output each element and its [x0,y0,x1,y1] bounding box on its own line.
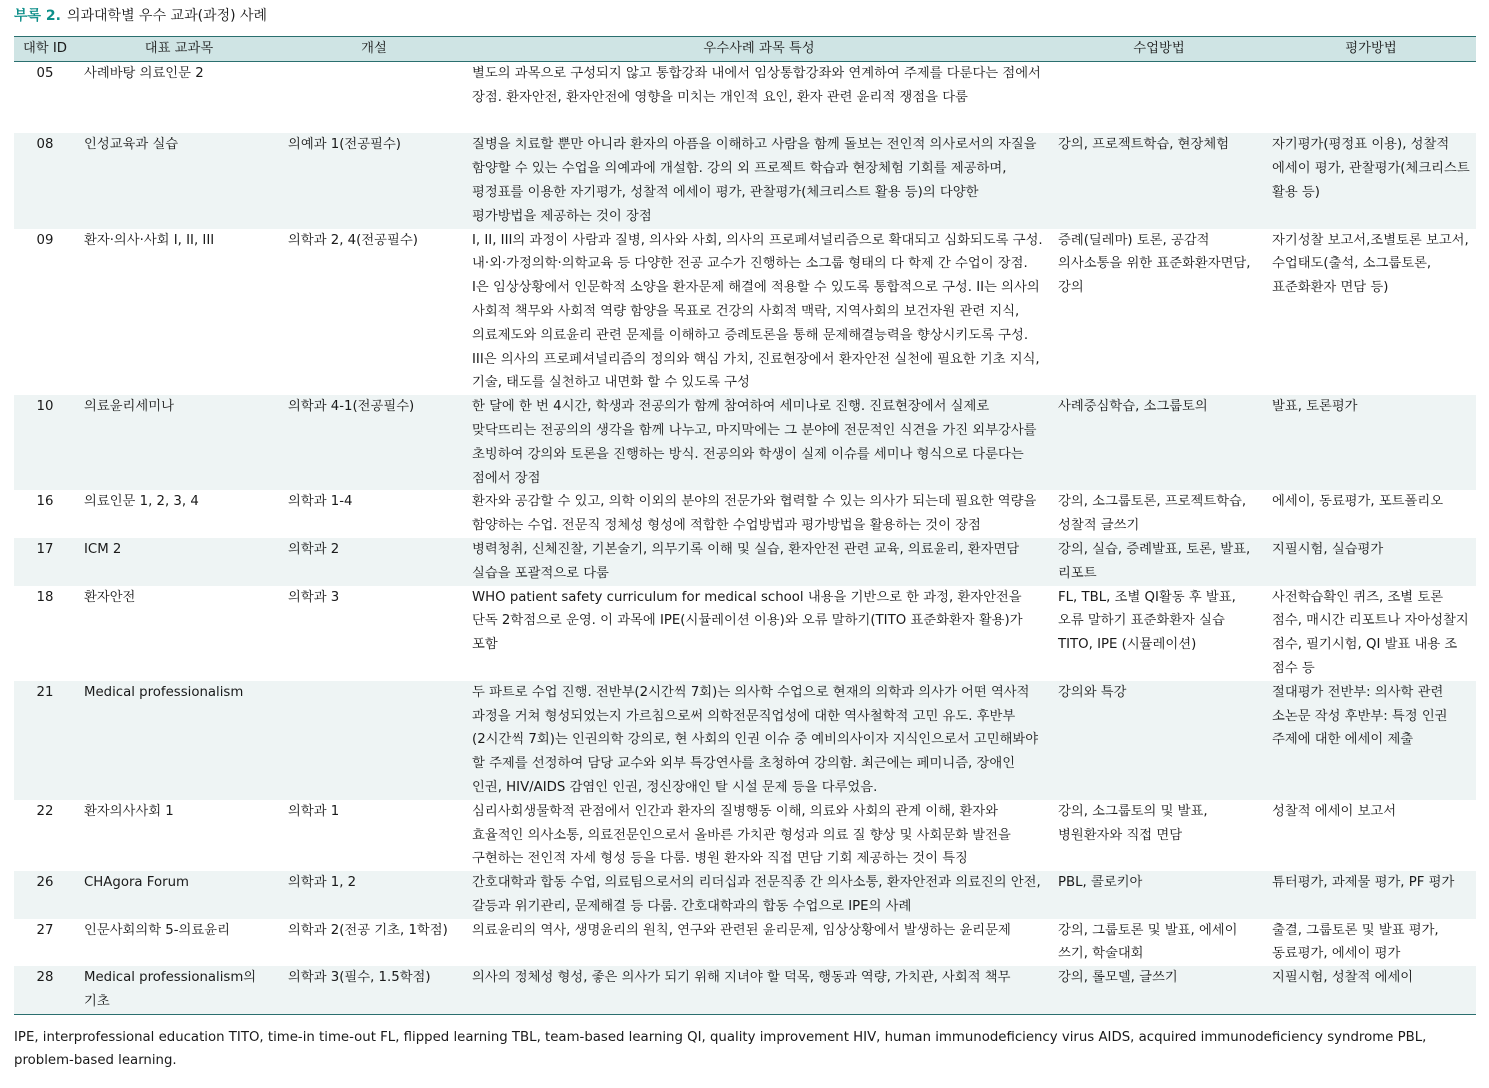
cell-open: 의학과 2 [282,538,466,586]
cell-course: 환자의사사회 1 [84,803,174,819]
table-header-row [14,37,1476,62]
cell-course: 환자안전 [84,589,136,605]
cell-feature: 두 파트로 수업 진행. 전반부(2시간씩 7회)는 의사학 수업으로 현재의 의학과 의사가 어떤 역사적 과정을 거쳐 형성되었는지 가르침으로써 의학전문직업성에 대한 역사철학적 고민 유도. 후반부(2시간씩 7회)는 인권의학 강의로, 현 사회의 인권 이슈 중 예비의사이자 지식인으로서 고민해봐야 할 주제를 선정하여 담당 교수와 외부 특강연사를 초청하여 강의함. 최근에는 페미니즘, 장애인 인권, HIV/AIDS 감염인 인권, 정신장애인 탈 시설 문제 등을 다루었음. [466,681,1052,800]
cell-open: 의예과 1(전공필수) [282,133,466,228]
table-row [14,586,1476,681]
cell-method: 강의, 그룹토론 및 발표, 에세이 쓰기, 학술대회 [1058,922,1238,962]
table-row [14,395,1476,490]
cell-id: 28 [14,966,76,1014]
cell-feature: 병력청취, 신체진찰, 기본술기, 의무기록 이해 및 실습, 환자안전 관련 교육, 의료윤리, 환자면담 실습을 포괄적으로 다룸 [466,538,1052,586]
caption-label: 부록 2. [14,8,61,24]
table-row [14,490,1476,538]
cell-method: 강의, 프로젝트학습, 현장체험 [1052,133,1266,228]
cell-method: 강의, 소그룹토의 및 발표, 병원환자와 직접 면담 [1058,803,1208,843]
header-method: 수업방법 [1052,37,1266,62]
cell-eval: 발표, 토론평가 [1266,395,1476,490]
table-row [14,61,1476,133]
cell-course: 인성교육과 실습 [76,133,282,228]
cell-open: 의학과 1-4 [288,494,353,510]
header-eval: 평가방법 [1266,37,1476,62]
cell-id: 26 [14,871,76,919]
cell-open [282,681,466,800]
cell-feature: I, II, III의 과정이 사람과 질병, 의사와 사회, 의사의 프로페셔널리즘으로 확대되고 심화되도록 구성. 내·외·가정의학·의학교육 등 다양한 전공 교수가 진행하는 소그룹 형태의 다 학제 간 수업이 장점. I은 임상상황에서 인문학적 소양을 환자문제 해결에 적용할 수 있도록 통합적으로 구성. II는 의사의 사회적 책무와 사회적 역량 함양을 목표로 건강의 사회적 맥락, 지역사회의 보건자원 관련 지식, 의료제도와 의료윤리 관련 문제를 이해하고 증례토론을 통해 문제해결능력을 향상시키도록 구성. III은 의사의 프로페셔널리즘의 정의와 핵심 가치, 진료현장에서 환자안전 실천에 필요한 기초 지식, 기술, 태도를 실천하고 내면화 할 수 있도록 구성 [472,232,1043,391]
cell-eval: 자기성찰 보고서,조별토론 보고서, 수업태도(출석, 소그룹토론, 표준화환자 면담 등) [1272,232,1469,296]
cell-eval: 에세이, 동료평가, 포트폴리오 [1272,494,1444,510]
cell-eval: 출결, 그룹토론 및 발표 평가, 동료평가, 에세이 평가 [1272,922,1439,962]
cell-open: 의학과 4-1(전공필수) [282,395,466,490]
cell-course: ICM 2 [76,538,282,586]
cell-id: 17 [14,538,76,586]
cell-course: 사례바탕 의료인문 2 [84,65,204,81]
cell-open: 의학과 2, 4(전공필수) [288,232,418,248]
cell-feature: 심리사회생물학적 관점에서 인간과 환자의 질병행동 이해, 의료와 사회의 관계 이해, 환자와 효율적인 의사소통, 의료전문인으로서 올바른 가치관 형성과 의료 질 향상 및 사회문화 발전을 구현하는 전인적 자세 형성 등을 다룸. 병원 환자와 직접 면담 기회 제공하는 것이 특징 [472,803,1011,867]
cell-id: 10 [14,395,76,490]
cell-id: 27 [36,922,54,938]
cell-method: 강의와 특강 [1052,681,1266,800]
cell-feature-text: 별도의 과목으로 구성되지 않고 통합강좌 내에서 임상통합강좌와 연계하여 주제를 다룬다는 점에서 장점. 환자안전, 환자안전에 영향을 미치는 개인적 요인, 환자 관련 윤리적 쟁점을 다룸 [472,65,1041,105]
cell-course: 의료인문 1, 2, 3, 4 [84,494,199,510]
cell-feature: 환자와 공감할 수 있고, 의학 이외의 분야의 전문가와 협력할 수 있는 의사가 되는데 필요한 역량을 함양하는 수업. 전문직 정체성 형성에 적합한 수업방법과 평가방법을 활용하는 것이 장점 [472,494,1037,534]
footnote: IPE, interprofessional education TITO, time-in time-out FL, flipped learning TBL, team-based learning QI, quality improvement HIV, human immunodeficiency virus AIDS, acquired immunodeficiency syndrome PBL, problem-based learning. [14,1030,1427,1068]
cell-open: 의학과 1 [288,803,340,819]
cell-course: Medical professionalism의 기초 [76,966,282,1014]
cell-eval: 튜터평가, 과제물 평가, PF 평가 [1266,871,1476,919]
cell-open: 의학과 1, 2 [282,871,466,919]
cell-eval: 지필시험, 성찰적 에세이 [1266,966,1476,1014]
cell-method: 강의, 롤모델, 글쓰기 [1052,966,1266,1014]
table-row [14,229,1476,396]
table-row [14,133,1476,228]
cell-course: CHAgora Forum [76,871,282,919]
table-caption [14,6,267,26]
cell-id: 09 [36,232,54,248]
cell-course: 의료윤리세미나 [76,395,282,490]
cell-method [1052,61,1266,133]
table-row [14,681,1476,800]
cell-method: 강의, 실습, 증례발표, 토론, 발표, 리포트 [1052,538,1266,586]
table-row [14,800,1476,871]
cell-course: 인문사회의학 5-의료윤리 [84,922,230,938]
header-college-id: 대학 ID [14,37,76,62]
cell-id: 08 [14,133,76,228]
cell-id: 18 [36,589,54,605]
cell-course: 환자·의사·사회 I, II, III [84,232,215,248]
cell-feature: 의료윤리의 역사, 생명윤리의 원칙, 연구와 관련된 윤리문제, 임상상황에서 발생하는 윤리문제 [472,922,1011,938]
cell-method: 증례(딜레마) 토론, 공감적 의사소통을 위한 표준화환자면담, 강의 [1058,232,1251,296]
cell-feature: 간호대학과 합동 수업, 의료팀으로서의 리더십과 전문직종 간 의사소통, 환자안전과 의료진의 안전, 갈등과 위기관리, 문제해결 등 다룸. 간호대학과의 합동 수업으로 IPE의 사례 [466,871,1052,919]
caption-title: 의과대학별 우수 교과(과정) 사례 [66,8,268,24]
cases-table [14,36,1476,1015]
cell-course: Medical professionalism [76,681,282,800]
cell-method: PBL, 콜로키아 [1052,871,1266,919]
cell-feature: 한 달에 한 번 4시간, 학생과 전공의가 함께 참여하여 세미나로 진행. 진료현장에서 실제로 맞닥뜨리는 전공의의 생각을 함께 나누고, 마지막에는 그 분야에 전문적인 식견을 가진 외부강사를 초빙하여 강의와 토론을 진행하는 방식. 전공의와 학생이 실제 이슈를 세미나 형식으로 다룬다는 점에서 장점 [466,395,1052,490]
cell-id: 16 [36,494,54,510]
cell-open: 의학과 3 [288,589,340,605]
cell-feature [466,61,1052,133]
cell-open: 의학과 2(전공 기초, 1학점) [288,922,448,938]
table-row [14,871,1476,919]
cell-feature: 질병을 치료할 뿐만 아니라 환자의 아픔을 이해하고 사람을 함께 돌보는 전인적 의사로서의 자질을 함양할 수 있는 수업을 의예과에 개설함. 강의 외 프로젝트 학습과 현장체험 기회를 제공하며, 평정표를 이용한 자기평가, 성찰적 에세이 평가, 관찰평가(체크리스트 활용 등)의 다양한 평가방법을 제공하는 것이 장점 [466,133,1052,228]
cell-method: 강의, 소그룹토론, 프로젝트학습, 성찰적 글쓰기 [1058,494,1247,534]
header-feature: 우수사례 과목 특성 [466,37,1052,62]
table-row [14,919,1476,967]
cell-eval: 절대평가 전반부: 의사학 관련 소논문 작성 후반부: 특정 인권 주제에 대한 에세이 제출 [1266,681,1476,800]
cell-eval: 성찰적 에세이 보고서 [1272,803,1397,819]
cell-eval: 지필시험, 실습평가 [1266,538,1476,586]
cell-eval [1266,61,1476,133]
cell-id: 21 [14,681,76,800]
header-course: 대표 교과목 [76,37,282,62]
cell-eval: 자기평가(평정표 이용), 성찰적 에세이 평가, 관찰평가(체크리스트 활용 등) [1266,133,1476,228]
cell-feature: WHO patient safety curriculum for medical school 내용을 기반으로 한 과정, 환자안전을 단독 2학점으로 운영. 이 과목에 IPE(시뮬레이션 이용)와 오류 말하기(TITO 표준화환자 활용)가 포함 [472,589,1023,653]
table-row [14,538,1476,586]
cell-id: 22 [36,803,54,819]
cell-feature: 의사의 정체성 형성, 좋은 의사가 되기 위해 지녀야 할 덕목, 행동과 역량, 가치관, 사회적 책무 [466,966,1052,1014]
cell-eval: 사전학습확인 퀴즈, 조별 토론 점수, 매시간 리포트나 자아성찰지 점수, 필기시험, QI 발표 내용 조 점수 등 [1272,589,1469,676]
cell-open: 의학과 3(필수, 1.5학점) [282,966,466,1014]
cell-open [282,61,466,133]
cell-method: 사례중심학습, 소그룹토의 [1052,395,1266,490]
cell-id: 05 [36,65,54,81]
header-open: 개설 [282,37,466,62]
cell-method: FL, TBL, 조별 QI활동 후 발표, 오류 말하기 표준화환자 실습 TITO, IPE (시뮬레이션) [1058,589,1236,653]
table-row [14,966,1476,1014]
